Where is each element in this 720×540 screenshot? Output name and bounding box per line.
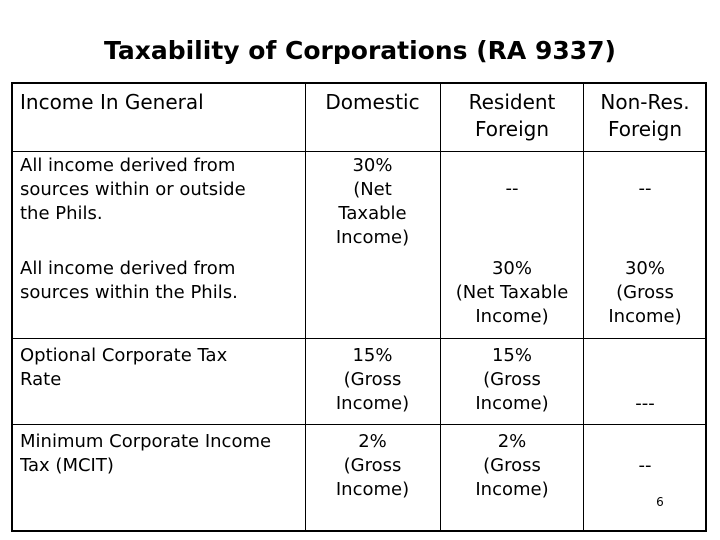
row-3-non-resident-foreign: ---	[635, 393, 655, 414]
row-1-non-resident-foreign: --	[638, 178, 652, 199]
row-3-resident-foreign: 15% (Gross Income)	[475, 345, 549, 414]
column-divider	[440, 84, 441, 530]
page-number: 6	[656, 495, 664, 509]
row-4-label: Minimum Corporate Income Tax (MCIT)	[20, 431, 272, 476]
row-2-domestic	[307, 257, 438, 317]
slide-title: Taxability of Corporations (RA 9337)	[104, 36, 616, 65]
header-domestic: Domestic	[325, 90, 420, 114]
row-4-non-resident-foreign: --	[638, 455, 652, 476]
row-3-domestic: 15% (Gross Income)	[335, 345, 410, 414]
header-resident-foreign: Resident Foreign	[468, 90, 556, 141]
row-2-non-resident-foreign: 30% (Gross Income)	[608, 258, 682, 327]
column-divider	[305, 84, 306, 338]
row-1-label: All income derived from sources within or outside the Phils.	[20, 155, 246, 224]
header-income-in-general: Income In General	[20, 90, 204, 114]
row-4-domestic: 2% (Gross Income)	[335, 431, 410, 500]
header-non-resident-foreign: Non-Res. Foreign	[600, 90, 690, 141]
column-divider	[583, 84, 584, 530]
row-2-resident-foreign: 30% (Net Taxable Income)	[455, 258, 569, 327]
column-divider	[305, 338, 306, 530]
row-divider	[13, 151, 705, 152]
row-divider	[13, 424, 705, 425]
row-1-domestic: 30% (Net Taxable Income)	[335, 155, 410, 248]
row-divider	[13, 338, 705, 339]
row-3-label: Optional Corporate Tax Rate	[20, 345, 228, 390]
row-2-label: All income derived from sources within the Phils.	[20, 258, 238, 303]
row-4-resident-foreign: 2% (Gross Income)	[475, 431, 549, 500]
row-1-resident-foreign: --	[505, 178, 519, 199]
taxability-table	[11, 82, 707, 532]
